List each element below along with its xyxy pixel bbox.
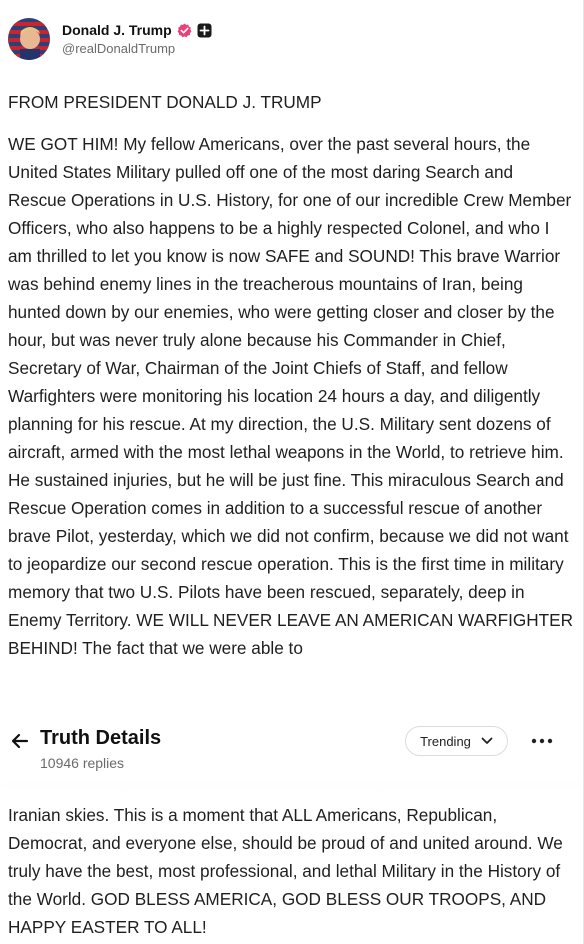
- verified-badge-icon: [177, 23, 192, 38]
- back-button[interactable]: [8, 729, 32, 753]
- page-title: Truth Details: [40, 727, 162, 749]
- truth-details-header: [0, 717, 584, 781]
- post-body-continued: [8, 801, 574, 941]
- post-text: WE GOT HIM! My fellow Americans, over the past several hours, the United States Military pulled off one of the most daring Search and Rescue Operations in U.S. History, for one of our incredible Crew Member Officers, who also happens to be a highly respected Colonel, and who I am thrilled to let you know is now SAFE and SOUND! This brave Warrior was behind enemy lines in the treacherous mountains of Iran, being hunted down by our enemies, who were getting closer and closer by the hour, but was never truly alone because his Commander in Chief, Secretary of War, Chairman of the Joint Chiefs of Staff, and fellow Warfighters were monitoring his location 24 hours a day, and diligently planning for his rescue. At my direction, the U.S. Military sent dozens of aircraft, armed with the most lethal weapons in the World, to retrieve him. He sustained injuries, but he will be just fine. This miraculous Search and Rescue Operation comes in addition to a successful rescue of another brave Pilot, yesterday, which we did not confirm, because we did not want to jeopardize our second rescue operation. This is the first time in military memory that two U.S. Pilots have been rescued, separately, deep in Enemy Territory. WE WILL NEVER LEAVE AN AMERICAN WARFIGHTER BEHIND! The fact that we were able to: [8, 134, 574, 658]
- more-horizontal-icon: [531, 738, 553, 744]
- sort-label: Trending: [420, 733, 471, 749]
- post-body: [8, 88, 574, 662]
- plus-badge-icon: [197, 23, 212, 38]
- author-name-row: [62, 22, 212, 38]
- author-display-name[interactable]: Donald J. Trump: [62, 22, 172, 38]
- header-fade: [0, 781, 584, 797]
- sort-dropdown[interactable]: [405, 726, 508, 756]
- author-handle[interactable]: @realDonaldTrump: [62, 41, 176, 56]
- post-text-continued: Iranian skies. This is a moment that ALL Americans, Republican, Democrat, and everyone else, should be proud of and united around. We truly have the best, most professional, and lethal Military in the History of the World. GOD BLESS AMERICA, GOD BLESS OUR TROOPS, AND HAPPY EASTER TO ALL!: [8, 805, 563, 937]
- post-heading: FROM PRESIDENT DONALD J. TRUMP: [8, 92, 322, 112]
- avatar[interactable]: [8, 18, 50, 60]
- reply-count: 10946 replies: [40, 755, 125, 771]
- post-author[interactable]: [8, 16, 212, 62]
- more-options-button[interactable]: [528, 729, 556, 753]
- chevron-down-icon: [481, 737, 493, 745]
- author-text: [62, 22, 212, 56]
- arrow-left-icon: [10, 731, 30, 751]
